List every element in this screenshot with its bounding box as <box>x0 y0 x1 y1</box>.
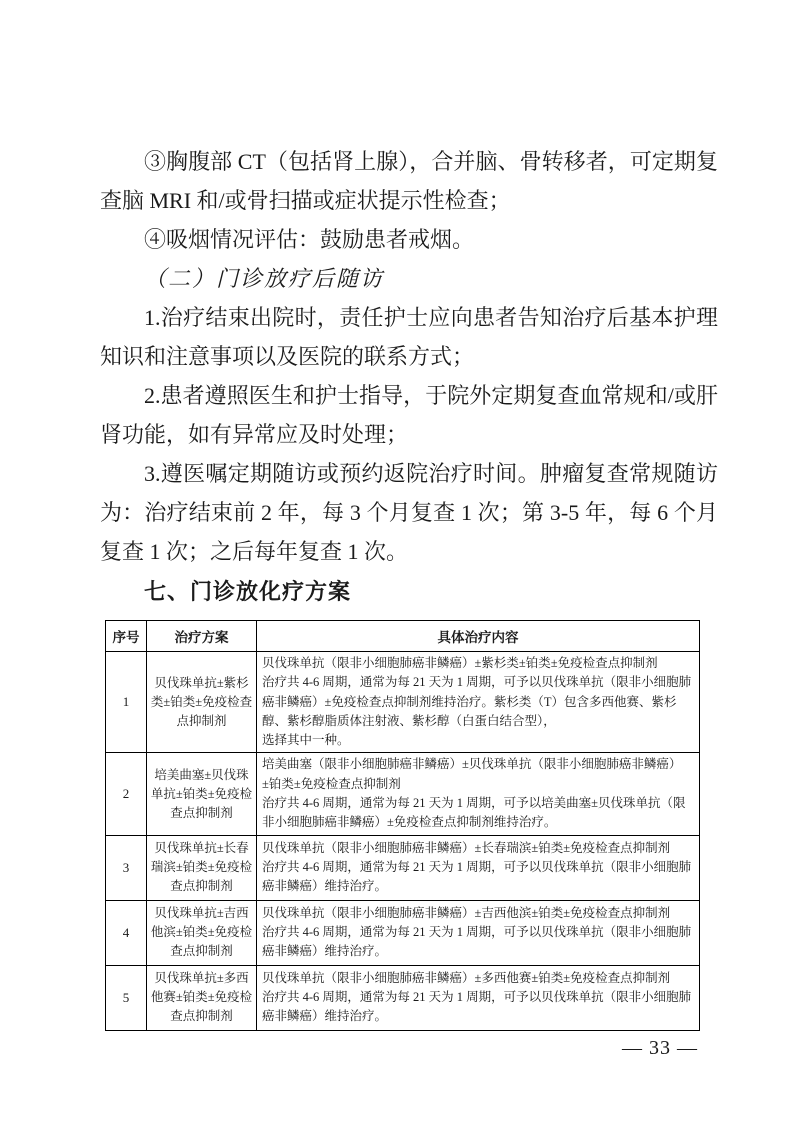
detail-course-line: 治疗共 4-6 周期，通常为每 21 天为 1 周期，可予以贝伐珠单抗（限非小细胞肺癌非鳞癌）维持治疗。 <box>262 990 692 1024</box>
detail-course-line: 治疗共 4-6 周期，通常为每 21 天为 1 周期，可予以贝伐珠单抗（限非小细胞肺癌非鳞癌）维持治疗。 <box>262 925 692 959</box>
detail-regimen-line: 贝伐珠单抗（限非小细胞肺癌非鳞癌）±吉西他滨±铂类±免疫检查点抑制剂 <box>262 905 671 920</box>
row-serial-number: 5 <box>106 965 147 1030</box>
paragraph-smoking-assessment: ④吸烟情况评估：鼓励患者戒烟。 <box>144 227 475 252</box>
header-serial-number: 序号 <box>106 621 147 652</box>
row-treatment-detail <box>257 965 700 1030</box>
row-treatment-plan: 贝伐珠单抗±长春瑞滨±铂类±免疫检查点抑制剂 <box>147 835 257 900</box>
row-treatment-detail <box>257 753 700 835</box>
row-treatment-detail <box>257 900 700 965</box>
row-treatment-detail <box>257 652 700 753</box>
row-treatment-plan: 贝伐珠单抗±吉西他滨±铂类±免疫检查点抑制剂 <box>147 900 257 965</box>
treatment-regimen-table <box>105 620 700 1031</box>
table-row <box>106 753 700 835</box>
detail-course-line: 治疗共 4-6 周期，通常为每 21 天为 1 周期，可予以贝伐珠单抗（限非小细胞肺癌非鳞癌）±免疫检查点抑制剂维持治疗。紫杉类（T）包含多西他赛、紫杉醇、紫杉醇脂质体注射液、紫杉醇（白蛋白结合型）， <box>262 675 692 728</box>
row-treatment-plan: 贝伐珠单抗±紫杉类±铂类±免疫检查点抑制剂 <box>147 652 257 753</box>
section-heading-chemoradiotherapy-plans: 七、门诊放化疗方案 <box>144 579 352 604</box>
table-row <box>106 965 700 1030</box>
detail-regimen-line: 贝伐珠单抗（限非小细胞肺癌非鳞癌）±多西他赛±铂类±免疫检查点抑制剂 <box>262 970 671 985</box>
page-number: — 33 — <box>622 1037 698 1059</box>
detail-regimen-line: 贝伐珠单抗（限非小细胞肺癌非鳞癌）±紫杉类±铂类±免疫检查点抑制剂 <box>262 656 658 670</box>
row-treatment-detail <box>257 835 700 900</box>
table-row <box>106 835 700 900</box>
paragraph-ct-followup: ③胸腹部 CT（包括肾上腺），合并脑、骨转移者，可定期复查脑 MRI 和/或骨扫描或症状提示性检查； <box>100 149 718 213</box>
paragraph-followup-schedule: 3.遵医嘱定期随访或预约返院治疗时间。肿瘤复查常规随访为：治疗结束前 2 年，每 3 个月复查 1 次；第 3-5 年，每 6 个月复查 1 次；之后每年复查 1 次。 <box>100 461 718 564</box>
row-treatment-plan: 培美曲塞±贝伐珠单抗±铂类±免疫检查点抑制剂 <box>147 753 257 835</box>
detail-regimen-line: 培美曲塞（限非小细胞肺癌非鳞癌）±贝伐珠单抗（限非小细胞肺癌非鳞癌）±铂类±免疫检查点抑制剂 <box>262 757 682 791</box>
table-row <box>106 900 700 965</box>
header-treatment-plan: 治疗方案 <box>147 621 257 652</box>
paragraph-recheck-blood: 2.患者遵照医生和护士指导，于院外定期复查血常规和/或肝肾功能，如有异常应及时处理； <box>100 383 718 447</box>
table-row <box>106 652 700 753</box>
table-header-row <box>106 621 700 652</box>
row-serial-number: 4 <box>106 900 147 965</box>
header-treatment-detail: 具体治疗内容 <box>257 621 700 652</box>
row-serial-number: 1 <box>106 652 147 753</box>
row-treatment-plan: 贝伐珠单抗±多西他赛±铂类±免疫检查点抑制剂 <box>147 965 257 1030</box>
row-serial-number: 3 <box>106 835 147 900</box>
detail-regimen-line: 贝伐珠单抗（限非小细胞肺癌非鳞癌）±长春瑞滨±铂类±免疫检查点抑制剂 <box>262 840 671 855</box>
section-heading-outpatient-radiotherapy-followup: （二）门诊放疗后随访 <box>144 266 385 291</box>
detail-course-line: 治疗共 4-6 周期，通常为每 21 天为 1 周期，可予以贝伐珠单抗（限非小细胞肺癌非鳞癌）维持治疗。 <box>262 860 692 894</box>
row-serial-number: 2 <box>106 753 147 835</box>
detail-note-line: 选择其中一种。 <box>262 733 350 748</box>
paragraph-discharge-instruction: 1.治疗结束出院时，责任护士应向患者告知治疗后基本护理 知识和注意事项以及医院的联系方式； <box>100 305 718 369</box>
detail-course-line: 治疗共 4-6 周期，通常为每 21 天为 1 周期，可予以培美曲塞±贝伐珠单抗（限非小细胞肺癌非鳞癌）±免疫检查点抑制剂维持治疗。 <box>262 796 686 830</box>
document-body <box>100 142 718 1031</box>
